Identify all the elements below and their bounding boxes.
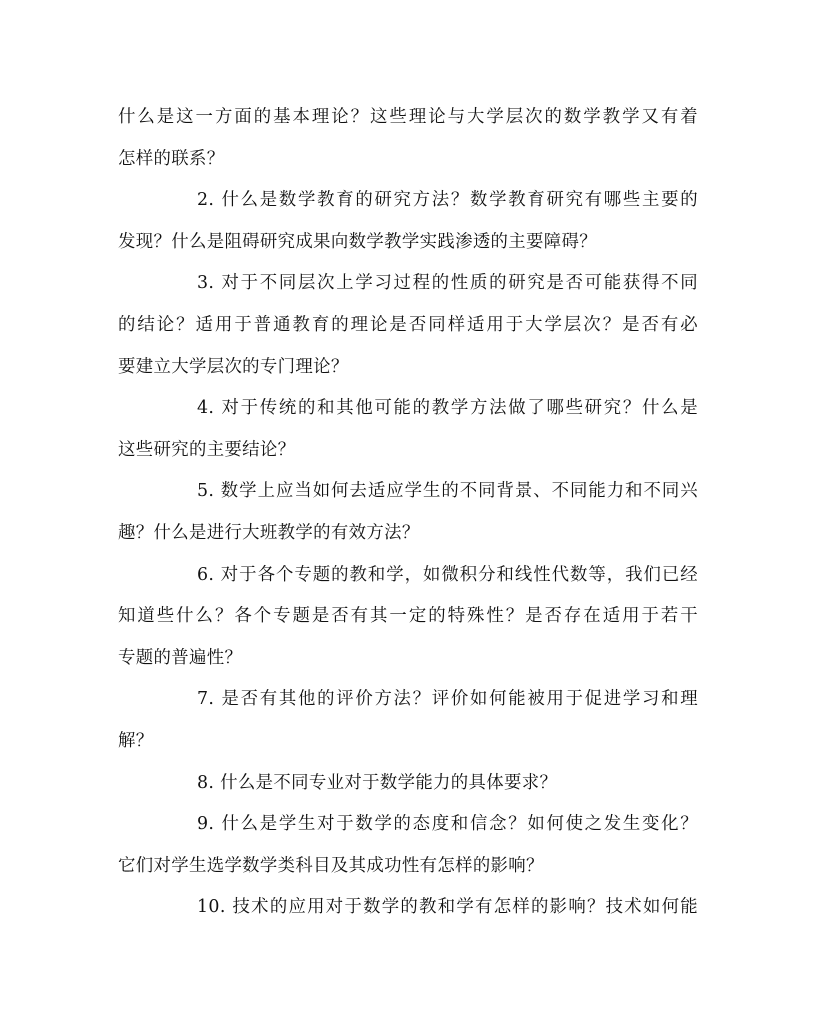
- question-9-line: 9. 什么是学生对于数学的态度和信念？如何使之发生变化？: [197, 814, 698, 835]
- question-10-line: 10. 技术的应用对于数学的教和学有怎样的影响？技术如何能: [197, 897, 698, 918]
- text-line: 什么是这一方面的基本理论？这些理论与大学层次的数学教学又有着: [118, 107, 698, 127]
- question-5-line: 5. 数学上应当如何去适应学生的不同背景、不同能力和不同兴: [197, 481, 698, 502]
- text-line: 的结论？适用于普通教育的理论是否同样适用于大学层次？是否有必: [118, 314, 698, 335]
- text-line: 它们对学生选学数学类科目及其成功性有怎样的影响？: [118, 855, 544, 876]
- document-body: [118, 104, 698, 936]
- question-2-line: 2. 什么是数学教育的研究方法？数学教育研究有哪些主要的: [197, 190, 698, 211]
- question-6-line: 6. 对于各个专题的教和学，如微积分和线性代数等，我们已经: [197, 564, 698, 585]
- text-line: 专题的普遍性？: [118, 647, 243, 668]
- text-line: 趣？什么是进行大班教学的有效方法？: [118, 522, 420, 543]
- text-line: 要建立大学层次的专门理论？: [118, 356, 349, 377]
- question-7-line: 7. 是否有其他的评价方法？评价如何能被用于促进学习和理: [197, 689, 698, 710]
- text-line: 怎样的联系？: [118, 148, 225, 169]
- question-4-line: 4. 对于传统的和其他可能的教学方法做了哪些研究？什么是: [197, 398, 698, 419]
- question-8-line: 8. 什么是不同专业对于数学能力的具体要求？: [197, 772, 558, 793]
- text-line: 知道些什么？各个专题是否有其一定的特殊性？是否存在适用于若干: [118, 606, 698, 627]
- question-3-line: 3. 对于不同层次上学习过程的性质的研究是否可能获得不同: [197, 273, 698, 294]
- text-line: 解？: [118, 730, 154, 751]
- text-line: 这些研究的主要结论？: [118, 439, 296, 460]
- text-line: 发现？什么是阻碍研究成果向数学教学实践渗透的主要障碍？: [118, 231, 597, 252]
